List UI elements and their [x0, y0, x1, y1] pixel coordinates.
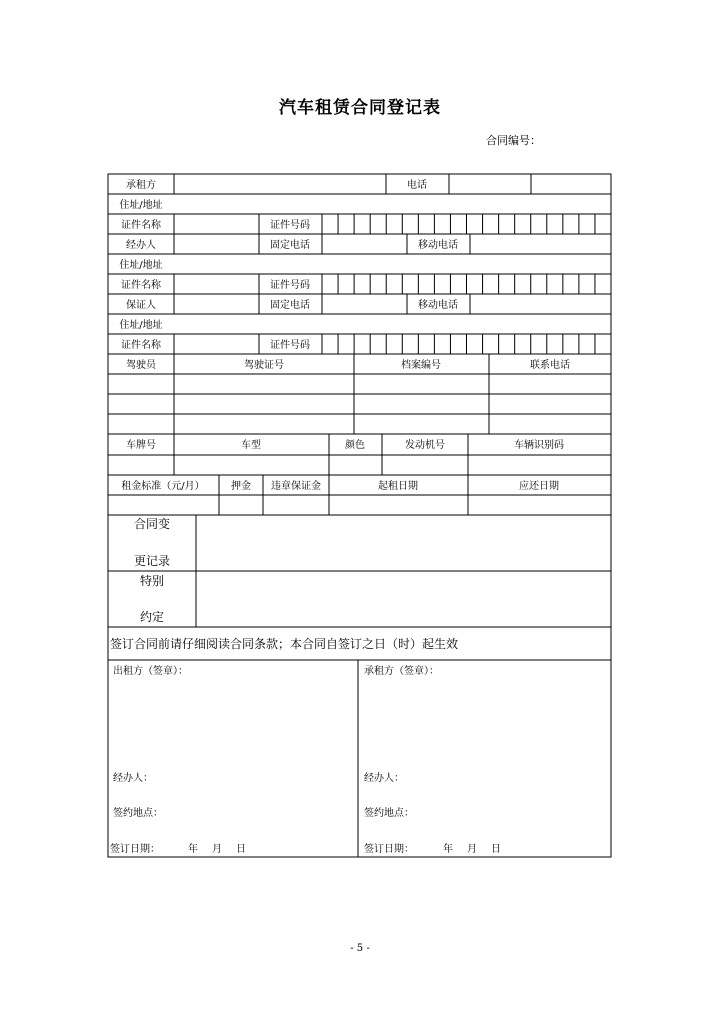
file-no-label: 档案编号 [401, 360, 441, 371]
engine-no-label: 发动机号 [405, 440, 445, 451]
model-label: 车型 [241, 440, 261, 451]
form-labels [110, 178, 570, 855]
rent-standard-label: 租金标准（元/月） [121, 481, 205, 492]
lessor-year-label: 年 [188, 844, 198, 855]
id-no-label-3: 证件号码 [270, 340, 310, 351]
lessor-day-label: 日 [236, 844, 246, 855]
lessee-month-label: 月 [467, 844, 477, 855]
violation-deposit-label: 违章保证金 [271, 481, 321, 492]
id-no-label-1: 证件号码 [270, 220, 310, 231]
address-label-2: 住址/地址 [119, 260, 163, 271]
address-label-1: 住址/地址 [119, 200, 163, 211]
lessor-month-label: 月 [212, 844, 222, 855]
lessee-agent-label: 经办人： [364, 773, 404, 784]
id-number-cells [338, 214, 595, 354]
id-name-label-3: 证件名称 [121, 340, 161, 351]
lessee-seal-label: 承租方（签章）： [364, 666, 439, 677]
table-grid [108, 174, 611, 857]
lessee-day-label: 日 [491, 844, 501, 855]
agent-label: 经办人 [126, 240, 156, 251]
landline-label-2: 固定电话 [270, 300, 310, 311]
change-record-label-line1: 合同变 [133, 517, 171, 531]
id-no-label-2: 证件号码 [270, 280, 310, 291]
lessee-year-label: 年 [443, 844, 453, 855]
license-no-label: 驾驶证号 [244, 360, 284, 371]
notice-text: 签订合同前请仔细阅读合同条款；本合同自签订之日（时）起生效 [110, 637, 459, 651]
contract-number-label: 合同编号： [486, 134, 541, 147]
page-title: 汽车租赁合同登记表 [279, 98, 441, 118]
lessee-label: 承租方 [126, 180, 156, 191]
driver-label: 驾驶员 [126, 360, 156, 371]
special-terms-label-line2: 约定 [139, 610, 165, 624]
address-label-3: 住址/地址 [119, 320, 163, 331]
return-date-label: 应还日期 [519, 481, 559, 492]
landline-label-1: 固定电话 [270, 240, 310, 251]
special-terms-label-line1: 特别 [139, 574, 165, 588]
color-label: 颜色 [345, 440, 365, 451]
mobile-label-1: 移动电话 [418, 240, 458, 251]
id-name-label-2: 证件名称 [121, 280, 161, 291]
plate-no-label: 车牌号 [126, 440, 156, 451]
mobile-label-2: 移动电话 [418, 300, 458, 311]
id-name-label-1: 证件名称 [121, 220, 161, 231]
lessor-sign-place-label: 签约地点： [113, 808, 163, 819]
lessor-sign-date-label: 签订日期： [110, 844, 160, 855]
page-number: - 5 - [350, 943, 370, 954]
lessee-sign-place-label: 签约地点： [364, 808, 414, 819]
vin-label: 车辆识别码 [514, 440, 564, 451]
lessor-seal-label: 出租方（签章）： [113, 666, 188, 677]
change-record-label-line2: 更记录 [133, 554, 171, 568]
lessee-sign-date-label: 签订日期： [364, 844, 414, 855]
start-date-label: 起租日期 [378, 481, 418, 492]
deposit-label: 押金 [231, 481, 251, 492]
lessor-agent-label: 经办人： [113, 773, 153, 784]
phone-label: 电话 [407, 180, 427, 191]
guarantor-label: 保证人 [126, 300, 156, 311]
contact-phone-label: 联系电话 [530, 360, 570, 371]
